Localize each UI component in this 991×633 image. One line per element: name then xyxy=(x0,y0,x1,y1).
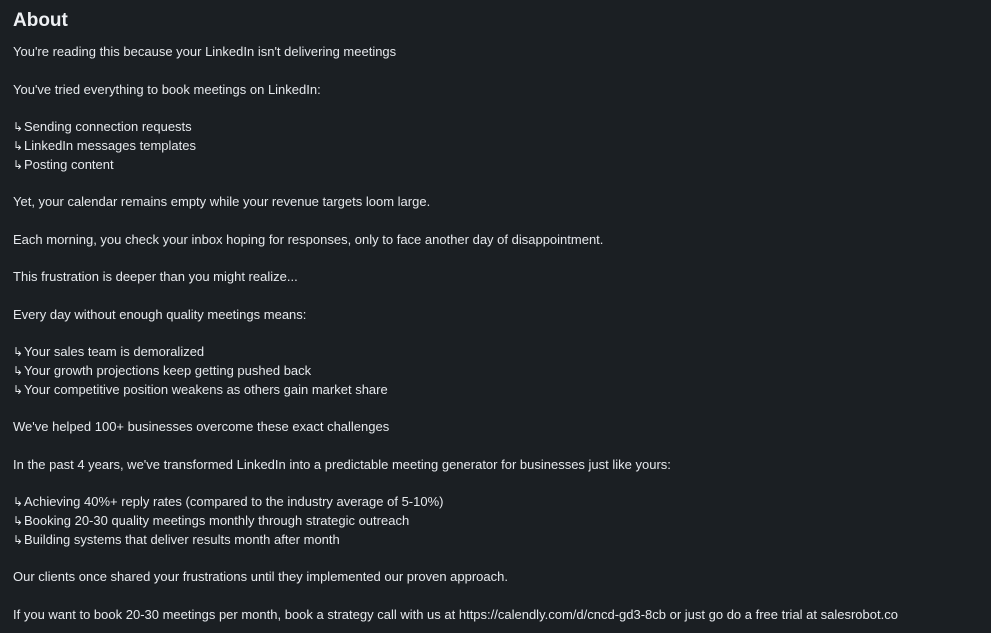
paragraph-gap xyxy=(13,249,978,268)
paragraph-gap xyxy=(13,324,978,343)
past-years-paragraph: In the past 4 years, we've transformed LinkedIn into a predictable meeting generator for businesses just like yours: xyxy=(13,456,671,472)
helped-paragraph: We've helped 100+ businesses overcome these exact challenges xyxy=(13,419,390,434)
list-item xyxy=(13,512,978,531)
paragraph-gap xyxy=(13,437,978,456)
list-item xyxy=(13,137,978,156)
paragraph-gap xyxy=(13,174,978,193)
arrow-icon: ↳ xyxy=(13,363,24,378)
cta-paragraph: If you want to book 20-30 meetings per month, book a strategy call with us at https://calendly.com/d/cncd-gd3-8cb or just go do a free trial at salesrobot.co xyxy=(13,606,898,622)
clients-paragraph: Our clients once shared your frustrations until they implemented our proven approach. xyxy=(13,569,508,584)
list-item xyxy=(13,531,978,550)
paragraph-gap xyxy=(13,549,978,568)
paragraph-gap xyxy=(13,212,978,231)
arrow-icon: ↳ xyxy=(13,513,24,528)
paragraph-gap xyxy=(13,62,978,81)
list-item xyxy=(13,156,978,175)
paragraph-gap xyxy=(13,399,978,418)
paragraph-gap xyxy=(13,287,978,306)
morning-paragraph: Each morning, you check your inbox hoping for responses, only to face another day of disappointment. xyxy=(13,231,604,247)
every-day-paragraph: Every day without enough quality meetings means: xyxy=(13,306,307,322)
arrow-icon: ↳ xyxy=(13,532,24,547)
about-heading: About xyxy=(13,10,68,31)
list-item xyxy=(13,381,978,400)
arrow-icon: ↳ xyxy=(13,138,24,153)
paragraph-gap xyxy=(13,587,978,606)
list-item xyxy=(13,362,978,381)
paragraph-gap xyxy=(13,474,978,493)
list-item xyxy=(13,493,978,512)
list-item xyxy=(13,118,978,137)
list-item xyxy=(13,343,978,362)
tried-paragraph: You've tried everything to book meetings on LinkedIn: xyxy=(13,81,321,97)
arrow-icon: ↳ xyxy=(13,495,24,509)
list-item-text: LinkedIn messages templates xyxy=(24,137,196,153)
arrow-icon: ↳ xyxy=(13,345,24,359)
list-item-text: Booking 20-30 quality meetings monthly through strategic outreach xyxy=(24,512,410,528)
arrow-icon: ↳ xyxy=(13,120,24,134)
list-item-text: Your growth projections keep getting pushed back xyxy=(24,362,312,378)
frustration-paragraph: This frustration is deeper than you might realize... xyxy=(13,269,298,284)
about-description xyxy=(13,43,978,624)
list-item-text: Building systems that deliver results month after month xyxy=(24,531,340,547)
list-item-text: Achieving 40%+ reply rates (compared to the industry average of 5-10%) xyxy=(24,494,444,509)
arrow-icon: ↳ xyxy=(13,382,24,397)
calendar-paragraph: Yet, your calendar remains empty while your revenue targets loom large. xyxy=(13,194,431,209)
intro-paragraph: You're reading this because your LinkedIn isn't delivering meetings xyxy=(13,44,397,59)
list-item-text: Your sales team is demoralized xyxy=(24,344,205,359)
list-item-text: Sending connection requests xyxy=(24,119,192,134)
arrow-icon: ↳ xyxy=(13,157,24,172)
list-item-text: Your competitive position weakens as others gain market share xyxy=(24,381,388,397)
paragraph-gap xyxy=(13,99,978,118)
list-item-text: Posting content xyxy=(24,156,114,172)
